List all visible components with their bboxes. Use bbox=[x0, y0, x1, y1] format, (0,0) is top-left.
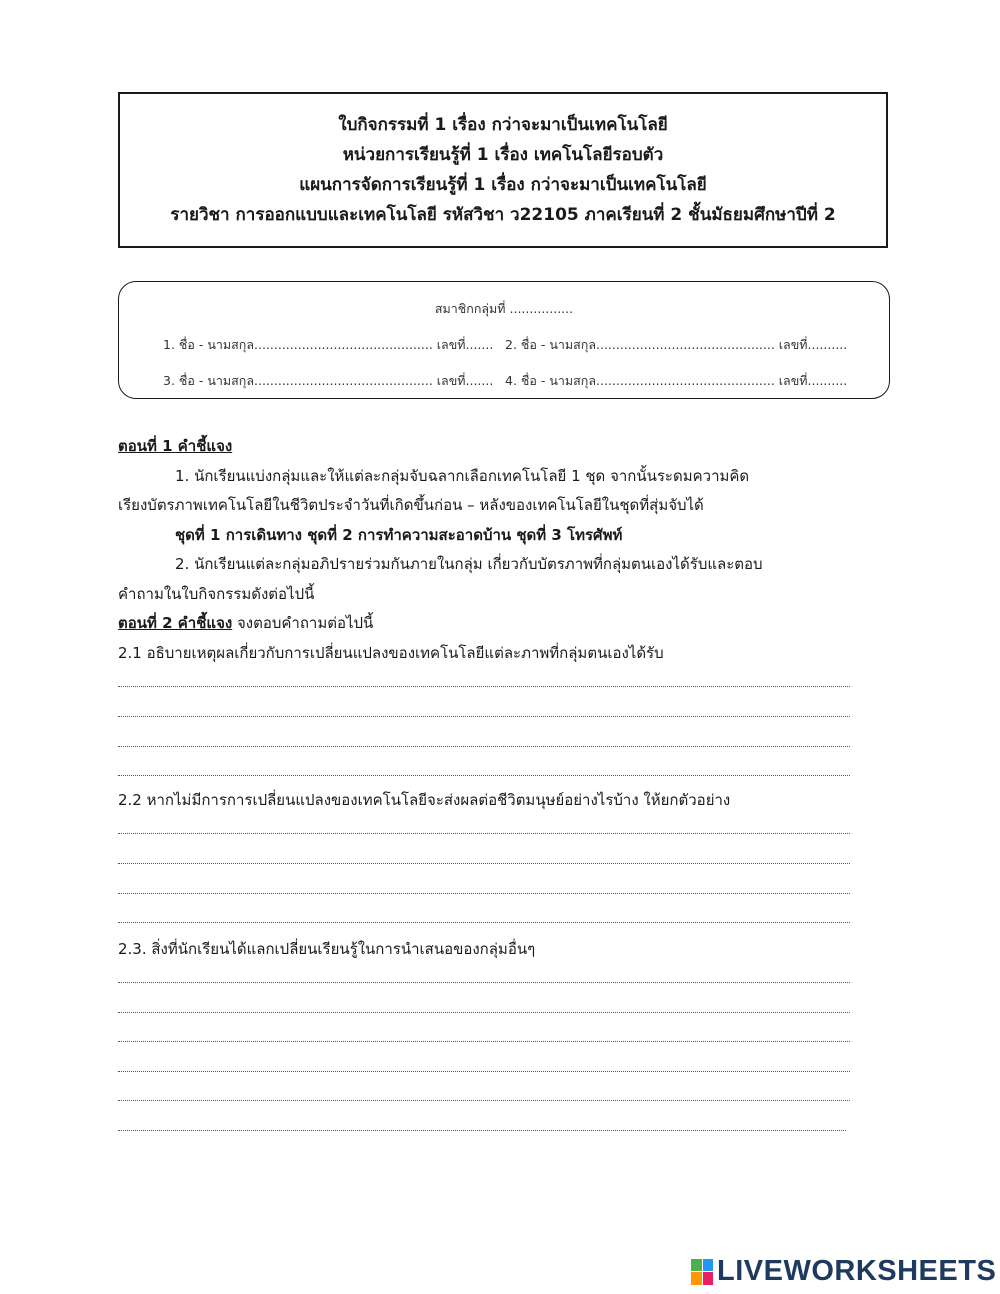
answer-line[interactable] bbox=[118, 775, 850, 776]
answer-line[interactable] bbox=[118, 1130, 846, 1131]
logo-blocks-icon bbox=[691, 1259, 713, 1285]
question-2-2: 2.2 หากไม่มีการการเปลี่ยนแปลงของเทคโนโลยีจะส่งผลต่อชีวิตมนุษย์อย่างไรบ้าง ให้ยกตัวอย่าง bbox=[118, 791, 731, 809]
part1-heading: ตอนที่ 1 คำชี้แจง bbox=[118, 437, 233, 455]
part1-instruction-2a: 2. นักเรียนแต่ละกลุ่มอภิปรายร่วมกันภายในกลุ่ม เกี่ยวกับบัตรภาพที่กลุ่มตนเองได้รับและตอบ bbox=[175, 555, 763, 573]
question-2-1: 2.1 อธิบายเหตุผลเกี่ยวกับการเปลี่ยนแปลงของเทคโนโลยีแต่ละภาพที่กลุ่มตนเองได้รับ bbox=[118, 644, 664, 662]
brand-name: LIVEWORKSHEETS bbox=[717, 1255, 997, 1287]
header-course: รายวิชา การออกแบบและเทคโนโลยี รหัสวิชา ว22105 ภาคเรียนที่ 2 ชั้นมัธยมศึกษาปีที่ 2 bbox=[170, 205, 836, 225]
answer-line[interactable] bbox=[118, 686, 850, 687]
member-1[interactable]: 1. ชื่อ - นามสกุล............................................. เลขที่....... bbox=[163, 337, 494, 352]
part2-heading-line bbox=[118, 611, 373, 635]
member-4[interactable]: 4. ชื่อ - นามสกุล............................................. เลขที่.......... bbox=[505, 373, 848, 388]
answer-line[interactable] bbox=[118, 1012, 850, 1013]
answer-line[interactable] bbox=[118, 863, 850, 864]
part1-instruction-1b: เรียงบัตรภาพเทคโนโลยีในชีวิตประจำวันที่เกิดขึ้นก่อน – หลังของเทคโนโลยีในชุดที่สุ่มจับได้ bbox=[118, 496, 704, 514]
group-number[interactable]: สมาชิกกลุ่มที่ ................ bbox=[434, 301, 574, 316]
question-2-3: 2.3. สิ่งที่นักเรียนได้แลกเปลี่ยนเรียนรู้ในการนำเสนอของกลุ่มอื่นๆ bbox=[118, 940, 536, 958]
answer-line[interactable] bbox=[118, 1041, 850, 1042]
part1-sets: ชุดที่ 1 การเดินทาง ชุดที่ 2 การทำความสะอาดบ้าน ชุดที่ 3 โทรศัพท์ bbox=[175, 526, 623, 544]
answer-line[interactable] bbox=[118, 833, 850, 834]
header-unit: หน่วยการเรียนรู้ที่ 1 เรื่อง เทคโนโลยีรอบตัว bbox=[342, 145, 664, 165]
answer-line[interactable] bbox=[118, 1100, 850, 1101]
member-2[interactable]: 2. ชื่อ - นามสกุล............................................. เลขที่.......... bbox=[505, 337, 848, 352]
header-title: ใบกิจกรรมที่ 1 เรื่อง กว่าจะมาเป็นเทคโนโลยี bbox=[338, 115, 668, 135]
answer-line[interactable] bbox=[118, 746, 850, 747]
part1-instruction-2b: คำถามในใบกิจกรรมดังต่อไปนี้ bbox=[118, 585, 315, 603]
answer-line[interactable] bbox=[118, 982, 850, 983]
answer-line[interactable] bbox=[118, 1071, 850, 1072]
part2-heading: ตอนที่ 2 คำชี้แจง bbox=[118, 614, 233, 632]
liveworksheets-logo bbox=[691, 1255, 996, 1288]
group-members-box bbox=[118, 281, 890, 399]
answer-line[interactable] bbox=[118, 922, 850, 923]
answer-line[interactable] bbox=[118, 716, 850, 717]
member-3[interactable]: 3. ชื่อ - นามสกุล............................................. เลขที่....... bbox=[163, 373, 494, 388]
worksheet-header bbox=[118, 92, 888, 248]
answer-line[interactable] bbox=[118, 893, 850, 894]
header-plan: แผนการจัดการเรียนรู้ที่ 1 เรื่อง กว่าจะมาเป็นเทคโนโลยี bbox=[299, 175, 707, 195]
part1-instruction-1a: 1. นักเรียนแบ่งกลุ่มและให้แต่ละกลุ่มจับฉลากเลือกเทคโนโลยี 1 ชุด จากนั้นระดมความคิด bbox=[175, 467, 750, 485]
part2-instruction: จงตอบคำถามต่อไปนี้ bbox=[232, 614, 374, 632]
